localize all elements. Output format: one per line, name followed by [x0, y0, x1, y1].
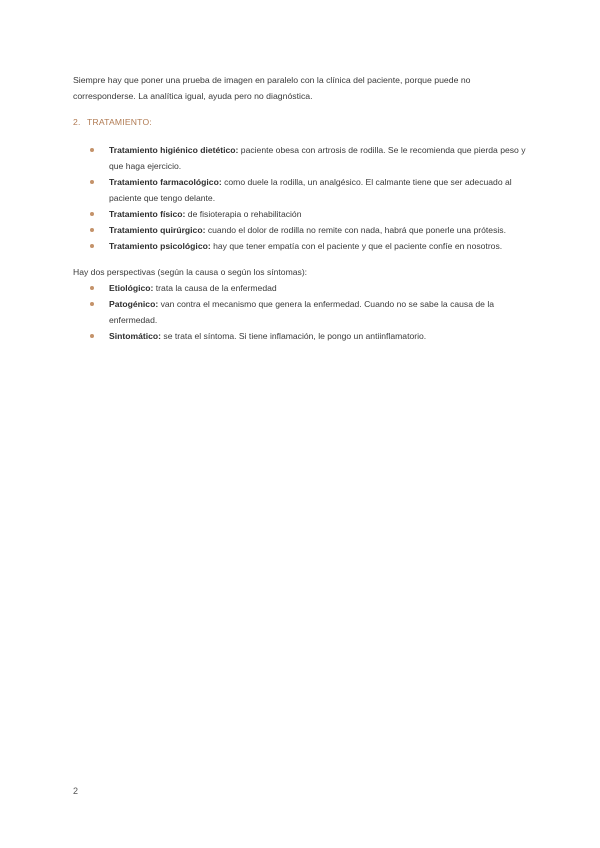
- list-item-text: de fisioterapia o rehabilitación: [185, 209, 302, 219]
- list-item-text: cuando el dolor de rodilla no remite con nada, habrá que ponerle una prótesis.: [205, 225, 506, 235]
- bullet-icon: [90, 228, 94, 232]
- list-item: [73, 174, 533, 206]
- list-item-term: Tratamiento psicológico:: [109, 241, 211, 251]
- bullet-icon: [90, 180, 94, 184]
- page-number: 2: [73, 786, 79, 796]
- perspectives-intro: Hay dos perspectivas (según la causa o según los síntomas):: [73, 267, 308, 277]
- list-item: [73, 206, 533, 222]
- list-item-text: hay que tener empatía con el paciente y que el paciente confíe en nosotros.: [210, 241, 503, 251]
- list-item-term: Tratamiento farmacológico:: [109, 177, 222, 187]
- list-item: [73, 142, 533, 174]
- page-content: [73, 72, 533, 344]
- list-item-text: van contra el mecanismo que genera la enfermedad. Cuando no se sabe la causa de la enfermedad.: [109, 299, 495, 325]
- list-item-term: Patogénico:: [109, 299, 159, 309]
- section-number: 2.: [73, 117, 81, 127]
- list-item: [73, 328, 533, 344]
- section-heading: [73, 116, 533, 128]
- treatment-list: [73, 142, 533, 254]
- list-item: [73, 280, 533, 296]
- list-item-term: Tratamiento higiénico dietético:: [109, 145, 239, 155]
- list-item: [73, 222, 533, 238]
- list-item-text: trata la causa de la enfermedad: [153, 283, 277, 293]
- list-item: [73, 238, 533, 254]
- intro-paragraph: Siempre hay que poner una prueba de imagen en paralelo con la clínica del paciente, porque puede no corresponderse. La analítica igual, ayuda pero no diagnóstica.: [73, 75, 471, 101]
- bullet-icon: [90, 334, 94, 338]
- list-item-term: Etiológico:: [109, 283, 154, 293]
- bullet-icon: [90, 302, 94, 306]
- list-item-term: Tratamiento físico:: [109, 209, 186, 219]
- bullet-icon: [90, 286, 94, 290]
- list-item-text: como duele la rodilla, un analgésico. El calmante tiene que ser adecuado al paciente que tengo delante.: [109, 177, 512, 203]
- section-title: TRATAMIENTO:: [87, 117, 152, 127]
- bullet-icon: [90, 244, 94, 248]
- list-item-text: paciente obesa con artrosis de rodilla. Se le recomienda que pierda peso y que haga ejercicio.: [109, 145, 526, 171]
- bullet-icon: [90, 148, 94, 152]
- list-item-term: Tratamiento quirúrgico:: [109, 225, 206, 235]
- list-item: [73, 296, 533, 328]
- perspective-list: [73, 280, 533, 344]
- bullet-icon: [90, 212, 94, 216]
- list-item-term: Sintomático:: [109, 331, 162, 341]
- list-item-text: se trata el síntoma. Si tiene inflamación, le pongo un antiinflamatorio.: [161, 331, 427, 341]
